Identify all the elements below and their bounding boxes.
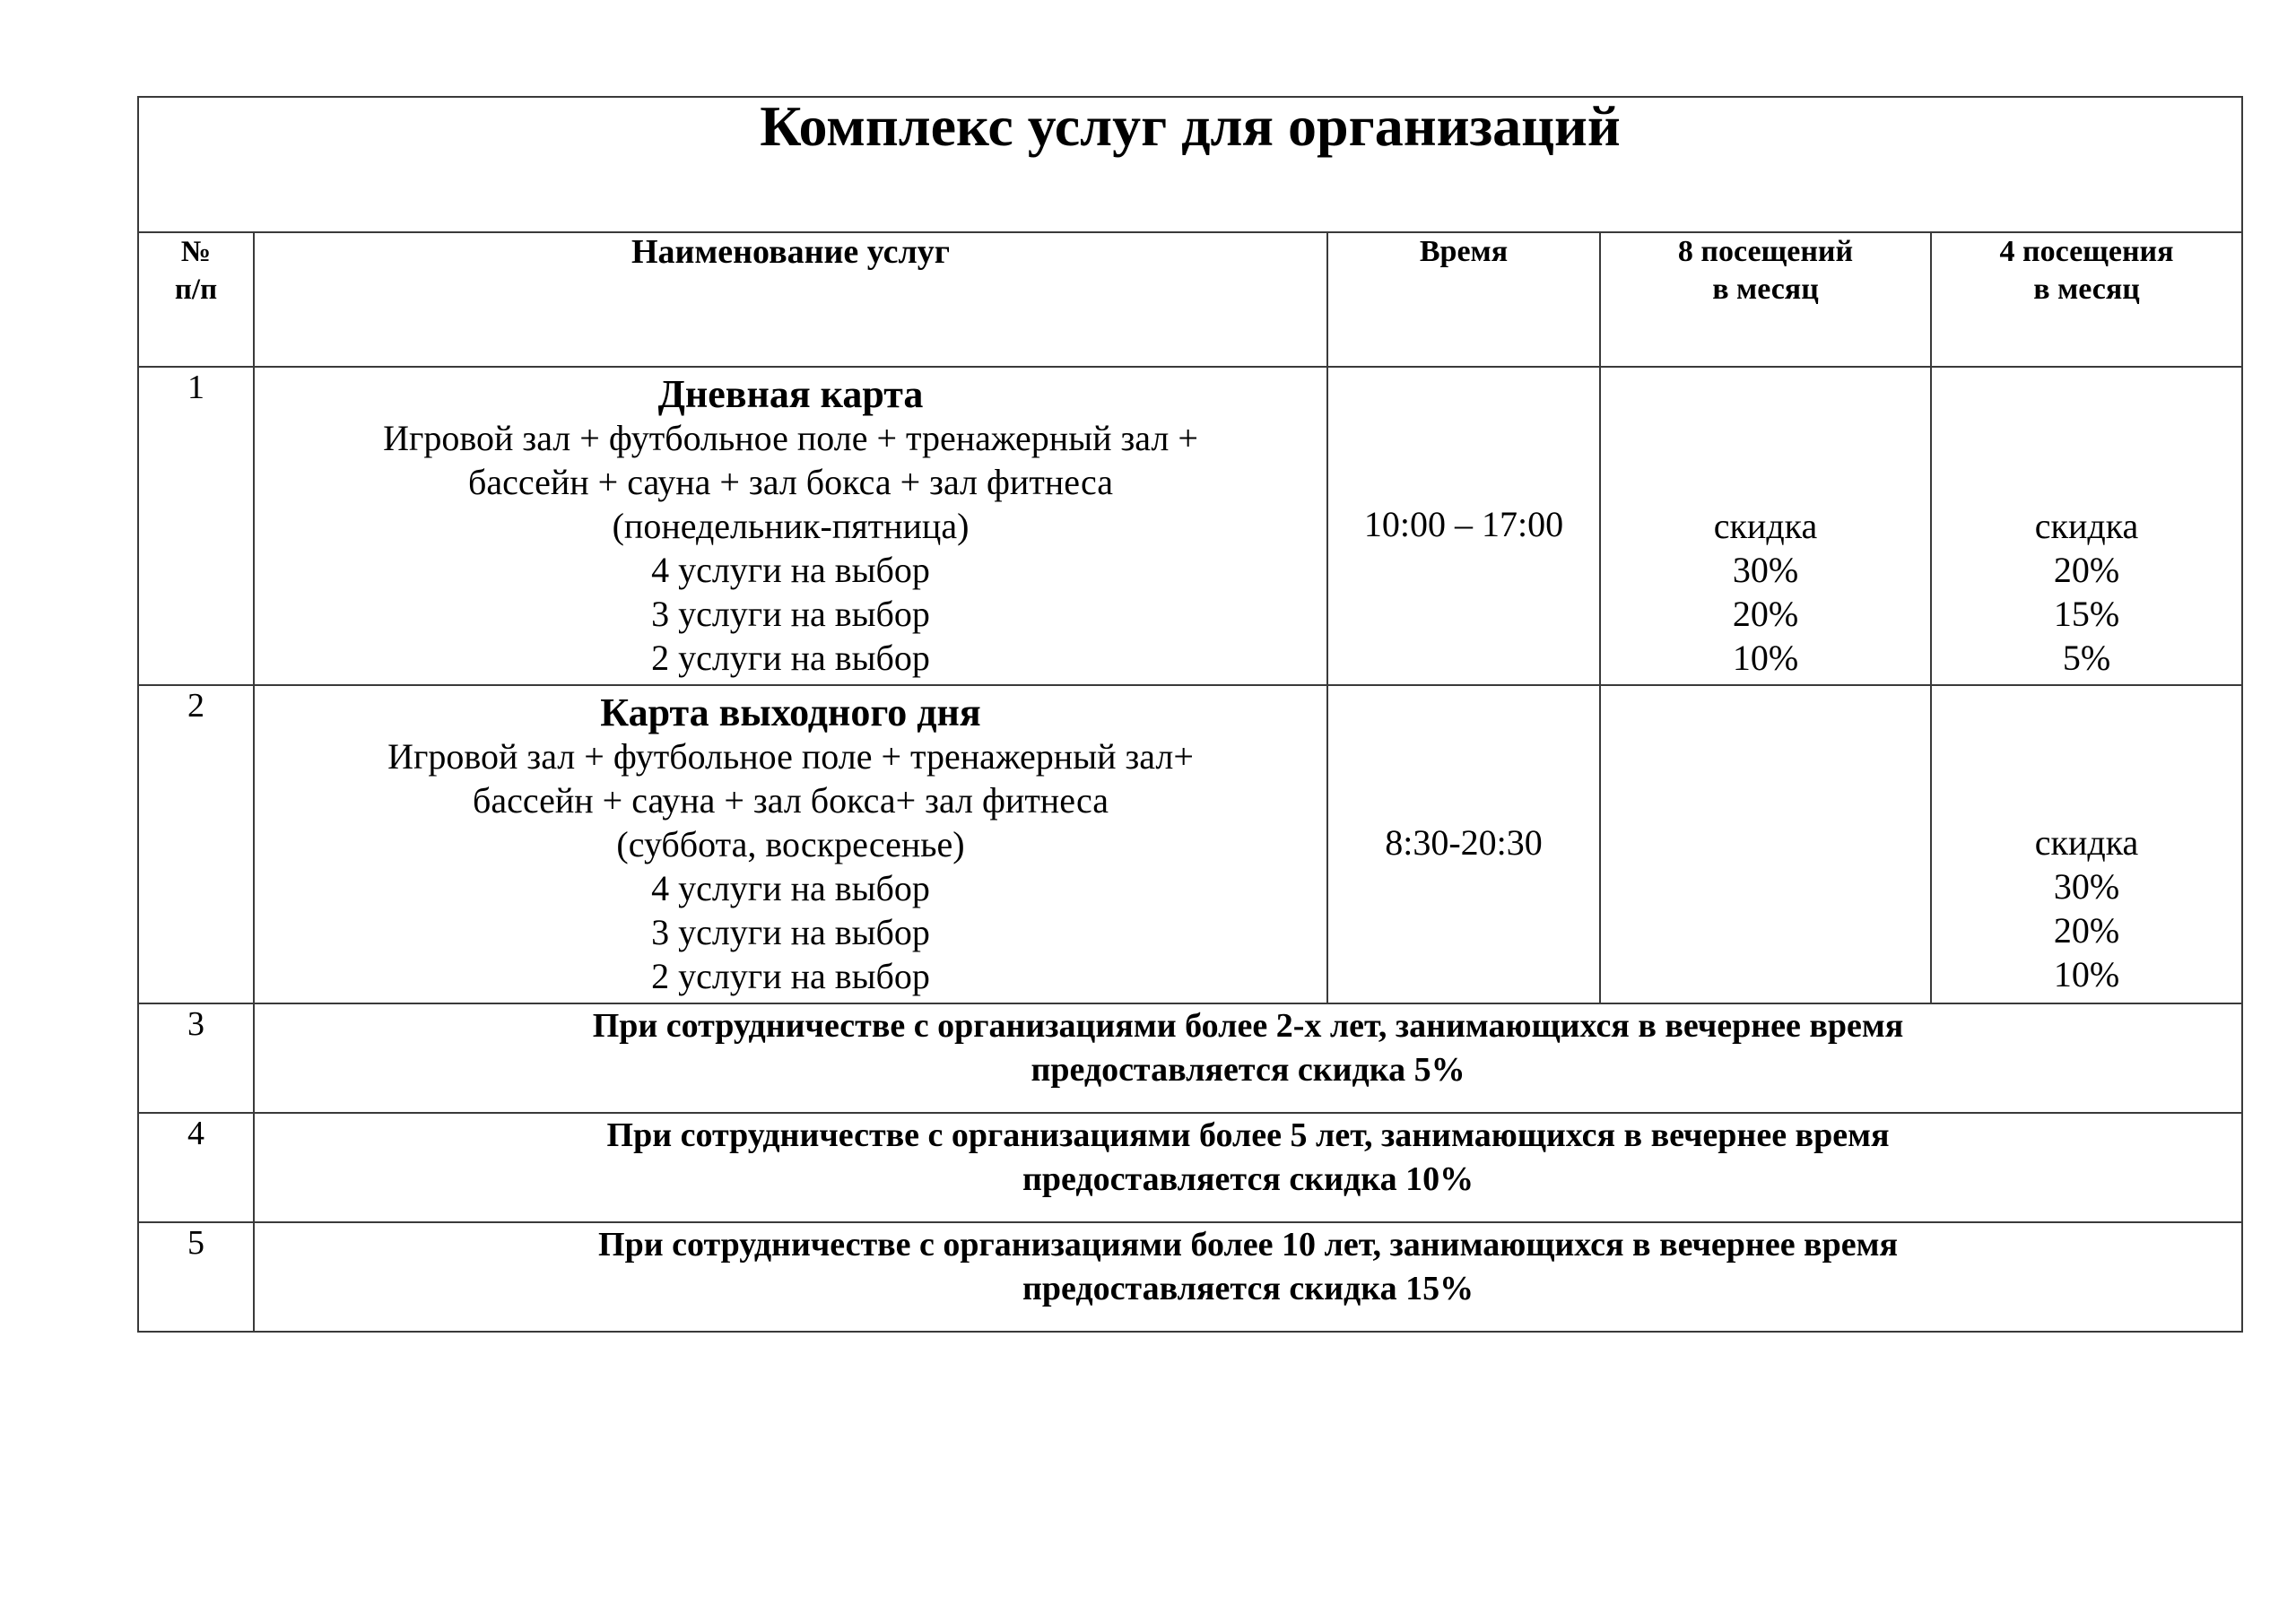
- service-description: [254, 685, 1327, 1003]
- header-number: [138, 232, 254, 367]
- service-line: бассейн + сауна + зал бокса + зал фитнеса: [468, 462, 1113, 502]
- page-title: Комплекс услуг для организаций: [138, 97, 2242, 232]
- discount-8-visits: [1600, 367, 1931, 685]
- header-row: [138, 232, 2242, 367]
- row-number: 1: [138, 367, 254, 685]
- title-row: [138, 97, 2242, 232]
- header-number-line1: №: [180, 236, 212, 268]
- discount-value: 15%: [2053, 594, 2120, 634]
- services-table: [137, 96, 2243, 1333]
- row-number: 4: [138, 1113, 254, 1222]
- table-row: [138, 685, 2242, 1003]
- service-option: 3 услуги на выбор: [651, 594, 930, 634]
- discount-value: 20%: [2053, 910, 2120, 951]
- header-number-line2: п/п: [174, 274, 218, 306]
- service-line: Игровой зал + футбольное поле + тренажерный зал +: [383, 418, 1198, 458]
- note-line: При сотрудничестве с организациями более 5 лет, занимающихся в вечернее время: [606, 1116, 1890, 1154]
- service-description: [254, 367, 1327, 685]
- service-days: (понедельник-пятница): [612, 506, 970, 546]
- table-row: [138, 1222, 2242, 1332]
- note-cell: [254, 1222, 2242, 1332]
- note-line: предоставляется скидка 5%: [1031, 1051, 1465, 1089]
- discount-value: 5%: [2062, 638, 2111, 678]
- note-line: предоставляется скидка 10%: [1022, 1160, 1474, 1198]
- service-option: 2 услуги на выбор: [651, 956, 930, 996]
- header-4-visits-line2: в месяц: [2033, 273, 2140, 306]
- row-number: 3: [138, 1003, 254, 1113]
- note-line: предоставляется скидка 15%: [1022, 1270, 1474, 1307]
- time-value: 8:30-20:30: [1385, 822, 1543, 863]
- discount-4-visits: [1931, 685, 2242, 1003]
- header-service-name: Наименование услуг: [254, 232, 1327, 367]
- discount-label: скидка: [2034, 506, 2139, 546]
- service-option: 4 услуги на выбор: [651, 868, 930, 908]
- discount-4-visits: [1931, 367, 2242, 685]
- discount-value: 30%: [2053, 866, 2120, 907]
- header-8-visits-line1: 8 посещений: [1677, 235, 1854, 268]
- discount-label: скидка: [2034, 822, 2139, 863]
- discount-value: 10%: [2053, 954, 2120, 994]
- note-cell: [254, 1113, 2242, 1222]
- service-line: Игровой зал + футбольное поле + тренажерный зал+: [387, 736, 1194, 777]
- card-title: Дневная карта: [657, 372, 924, 416]
- row-number: 2: [138, 685, 254, 1003]
- service-line: бассейн + сауна + зал бокса+ зал фитнеса: [473, 780, 1109, 821]
- time-value: 10:00 – 17:00: [1363, 504, 1564, 544]
- table-row: [138, 1113, 2242, 1222]
- header-4-visits-line1: 4 посещения: [1999, 235, 2174, 268]
- service-days: (суббота, воскресенье): [616, 824, 965, 864]
- table-row: [138, 367, 2242, 685]
- row-number: 5: [138, 1222, 254, 1332]
- discount-8-visits: [1600, 685, 1931, 1003]
- header-4-visits: [1931, 232, 2242, 367]
- discount-value: 20%: [1732, 594, 1799, 634]
- discount-value: 20%: [2053, 550, 2120, 590]
- time-cell: [1327, 367, 1600, 685]
- service-option: 2 услуги на выбор: [651, 638, 930, 678]
- header-time: Время: [1327, 232, 1600, 367]
- note-line: При сотрудничестве с организациями более 2-х лет, занимающихся в вечернее время: [592, 1007, 1904, 1045]
- card-title: Карта выходного дня: [600, 690, 981, 734]
- note-cell: [254, 1003, 2242, 1113]
- header-8-visits-line2: в месяц: [1712, 273, 1819, 306]
- discount-value: 10%: [1732, 638, 1799, 678]
- service-option: 3 услуги на выбор: [651, 912, 930, 952]
- header-8-visits: [1600, 232, 1931, 367]
- discount-label: скидка: [1713, 506, 1818, 546]
- table-row: [138, 1003, 2242, 1113]
- service-option: 4 услуги на выбор: [651, 550, 930, 590]
- note-line: При сотрудничестве с организациями более 10 лет, занимающихся в вечернее время: [598, 1226, 1899, 1264]
- discount-value: 30%: [1732, 550, 1799, 590]
- time-cell: [1327, 685, 1600, 1003]
